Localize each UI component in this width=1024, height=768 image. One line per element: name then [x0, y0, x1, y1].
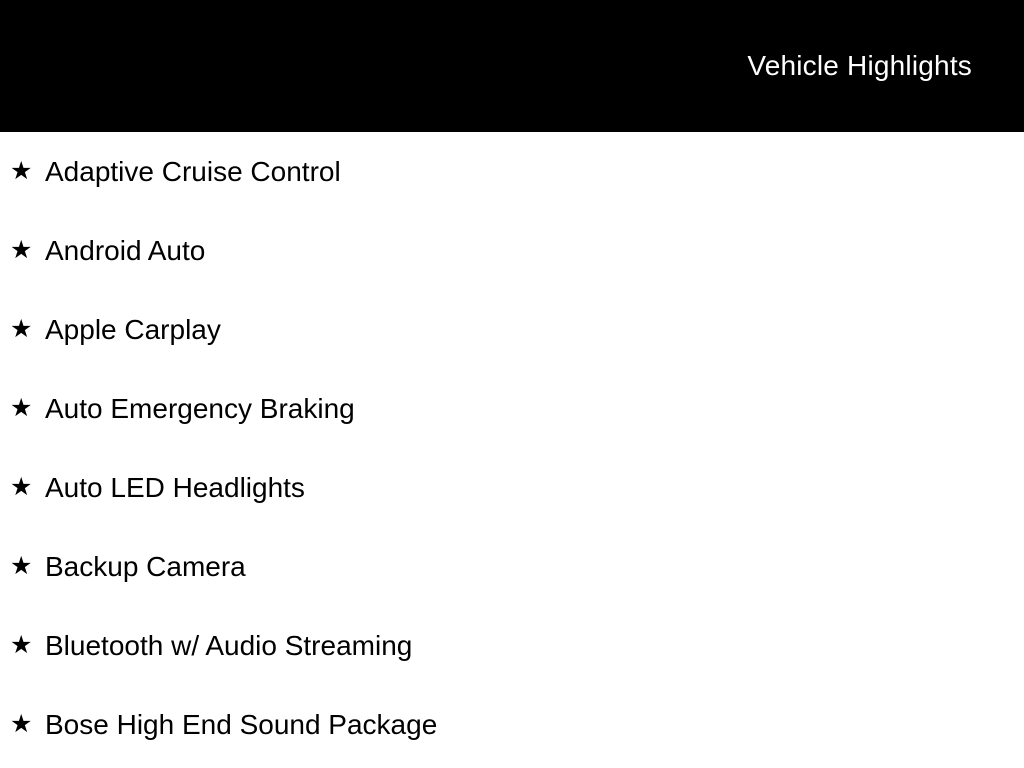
star-icon: ★: [10, 473, 33, 501]
star-icon: ★: [10, 631, 33, 659]
feature-label: Bluetooth w/ Audio Streaming: [45, 629, 413, 661]
star-icon: ★: [10, 315, 33, 343]
list-item: [10, 132, 1024, 211]
feature-label: Backup Camera: [45, 550, 246, 582]
feature-label: Android Auto: [45, 234, 206, 266]
list-item: [10, 448, 1024, 527]
header-bar: [0, 0, 1024, 132]
list-item: [10, 211, 1024, 290]
star-icon: ★: [10, 710, 33, 738]
list-item: [10, 685, 1024, 764]
feature-label: Auto LED Headlights: [45, 471, 305, 503]
list-item: [10, 369, 1024, 448]
list-item: [10, 527, 1024, 606]
feature-label: Adaptive Cruise Control: [45, 155, 341, 187]
feature-label: Auto Emergency Braking: [45, 392, 355, 424]
star-icon: ★: [10, 236, 33, 264]
page-title: Vehicle Highlights: [747, 50, 972, 81]
vehicle-highlights-list: [0, 132, 1024, 764]
star-icon: ★: [10, 394, 33, 422]
star-icon: ★: [10, 552, 33, 580]
list-item: [10, 290, 1024, 369]
feature-label: Bose High End Sound Package: [45, 708, 438, 740]
feature-label: Apple Carplay: [45, 313, 221, 345]
list-item: [10, 606, 1024, 685]
star-icon: ★: [10, 157, 33, 185]
